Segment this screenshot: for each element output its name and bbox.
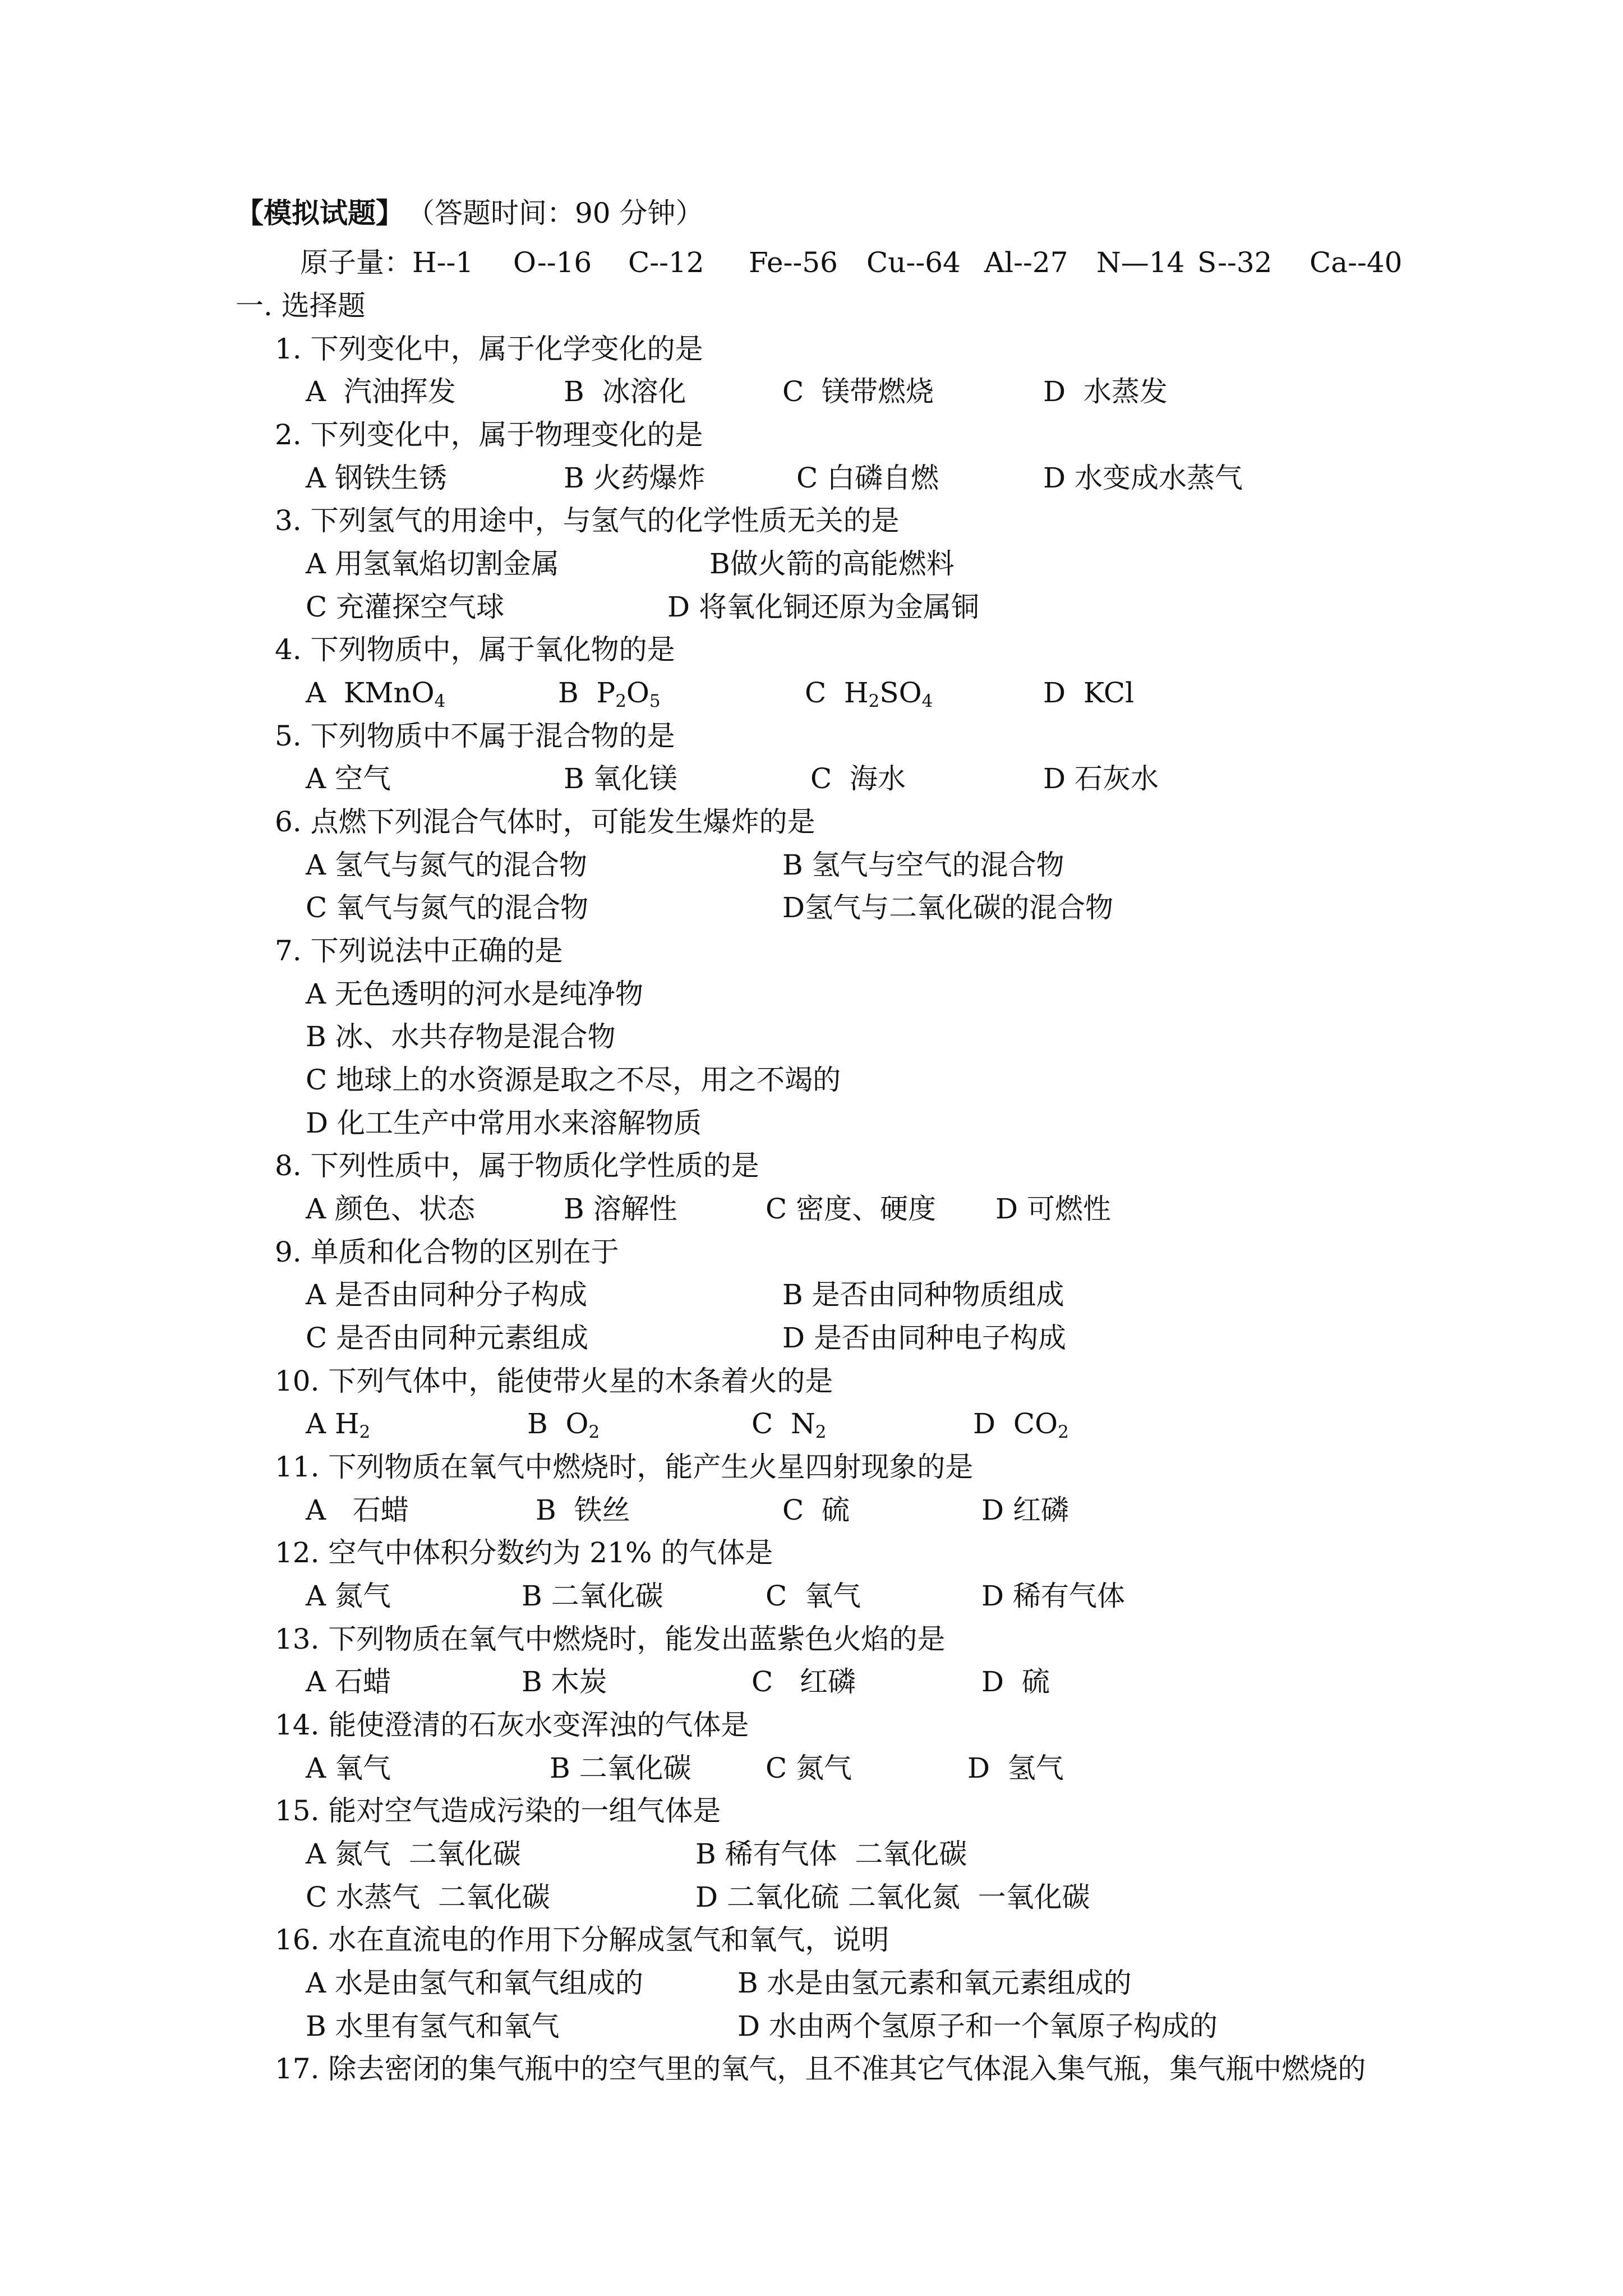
option-row [0, 977, 644, 1011]
option: B 木炭 [522, 1665, 607, 1698]
option: D 水变成水蒸气 [1043, 462, 1243, 494]
option: A $H_2$ [306, 1407, 371, 1442]
option: C 镁带燃烧 [782, 375, 934, 408]
option-row [0, 547, 955, 581]
option: B 二氧化碳 [522, 1580, 663, 1612]
question-stem [0, 1923, 889, 1957]
option: A 氧气 [306, 1752, 391, 1784]
option: C 白磷自燃 [796, 462, 939, 494]
option-row [0, 1665, 1050, 1699]
option: B 稀有气体 二氧化碳 [695, 1838, 967, 1870]
atomic-mass-label: 原子量： [300, 246, 412, 279]
option: D 氢气 [967, 1752, 1064, 1784]
atomic-mass-cu: Cu--64 [866, 246, 961, 279]
option: A 空气 [306, 762, 391, 795]
question-11-stem: 11. 下列物质在氧气中燃烧时，能产生火星四射现象的是 [275, 1451, 974, 1483]
option: B 氧化镁 [564, 762, 677, 795]
atomic-mass-o: O--16 [513, 246, 592, 279]
question-stem [0, 805, 815, 839]
option-row [0, 1407, 1069, 1442]
option: D KCl [1043, 677, 1135, 709]
option: C 红磷 [751, 1665, 856, 1698]
question-17-stem: 17. 除去密闭的集气瓶中的空气里的氧气，且不准其它气体混入集气瓶，集气瓶中燃烧的 [275, 2053, 1366, 2085]
option-row [0, 1751, 1064, 1785]
option: D 将氧化铜还原为金属铜 [667, 591, 979, 623]
question-2-stem: 2. 下列变化中，属于物理变化的是 [275, 418, 703, 451]
question-15-stem: 15. 能对空气造成污染的一组气体是 [275, 1795, 721, 1827]
atomic-mass-line [0, 246, 1403, 279]
option-row [0, 1966, 1132, 2000]
option: C 氮气 [766, 1752, 852, 1784]
option: D 石灰水 [1043, 762, 1159, 795]
option: C 充灌探空气球 [306, 591, 505, 623]
question-stem [0, 418, 703, 452]
option-row [0, 891, 1114, 924]
question-stem [0, 1364, 833, 1398]
option: B 水是由氢元素和氧元素组成的 [737, 1967, 1132, 1999]
option-row [0, 1880, 1090, 1914]
question-stem [0, 1450, 974, 1484]
question-stem [0, 934, 563, 968]
option: A 汽油挥发 [306, 375, 456, 408]
atomic-mass-c: C--12 [628, 246, 704, 279]
option: B 水里有氢气和氧气 [306, 2010, 560, 2042]
question-stem [0, 1622, 946, 1656]
option: D 化工生产中常用水来溶解物质 [306, 1107, 702, 1139]
option-row [0, 1278, 1064, 1312]
option: A 石蜡 [306, 1665, 391, 1698]
question-9-stem: 9. 单质和化合物的区别在于 [275, 1236, 619, 1268]
option: A 钢铁生锈 [306, 462, 448, 494]
option: B做火箭的高能燃料 [709, 547, 955, 580]
question-3-stem: 3. 下列氢气的用途中，与氢气的化学性质无关的是 [275, 504, 900, 537]
option: C 氧气与氮气的混合物 [306, 891, 589, 924]
question-6-stem: 6. 点燃下列混合气体时，可能发生爆炸的是 [275, 806, 815, 838]
question-stem [0, 1536, 773, 1570]
option-row [0, 375, 1168, 408]
question-stem [0, 633, 675, 666]
option: B 火药爆炸 [564, 462, 706, 494]
section-heading: 一. 选择题 [236, 289, 366, 322]
option: C 地球上的水资源是取之不尽，用之不竭的 [306, 1064, 841, 1096]
option: D 稀有气体 [981, 1580, 1125, 1612]
option: C 是否由同种元素组成 [306, 1322, 589, 1354]
option: B 冰、水共存物是混合物 [306, 1020, 616, 1053]
option: C $H_2SO_4$ [805, 677, 933, 711]
option: C $N_2$ [751, 1407, 827, 1442]
option: D 水由两个氢原子和一个氧原子构成的 [737, 2010, 1218, 2042]
option: D 可燃性 [995, 1193, 1111, 1225]
option: C 水蒸气 二氧化碳 [306, 1881, 550, 1913]
option: A 是否由同种分子构成 [306, 1278, 588, 1311]
question-13-stem: 13. 下列物质在氧气中燃烧时，能发出蓝紫色火焰的是 [275, 1623, 946, 1655]
option: B 铁丝 [536, 1494, 630, 1526]
option: D 是否由同种电子构成 [782, 1322, 1066, 1354]
option: B 冰溶化 [564, 375, 686, 408]
option: D 红磷 [981, 1494, 1069, 1526]
question-stem [0, 719, 675, 753]
option-row [0, 2009, 1218, 2043]
option-row [0, 1063, 841, 1097]
option: A 氢气与氮气的混合物 [306, 849, 588, 881]
option-row [0, 676, 1135, 711]
option: B 二氧化碳 [550, 1752, 691, 1784]
option: C 海水 [810, 762, 906, 795]
option-row [0, 1192, 1111, 1226]
option: A 氮气 [306, 1580, 391, 1612]
question-stem [0, 1149, 759, 1182]
question-12-stem: 12. 空气中体积分数约为 21% 的气体是 [275, 1536, 773, 1569]
atomic-mass-al: Al--27 [984, 246, 1068, 279]
question-stem [0, 504, 900, 537]
option-row [0, 1020, 616, 1053]
question-1-stem: 1. 下列变化中，属于化学变化的是 [275, 333, 703, 365]
option: A 用氢氧焰切割金属 [306, 547, 560, 580]
option: B $O_2$ [527, 1407, 600, 1442]
option: A KMnO$_4$ [306, 677, 446, 711]
option: A 石蜡 [306, 1494, 409, 1526]
option: D 二氧化硫 二氧化氮 一氧化碳 [695, 1881, 1090, 1913]
option-row [0, 1321, 1066, 1355]
option: C 氧气 [766, 1580, 861, 1612]
option: B 溶解性 [564, 1193, 677, 1225]
option: D 水蒸发 [1043, 375, 1168, 408]
option-row [0, 461, 1243, 495]
question-10-stem: 10. 下列气体中，能使带火星的木条着火的是 [275, 1365, 833, 1397]
option-row [0, 762, 1159, 795]
exam-time-note: （答题时间：90 分钟） [407, 197, 704, 229]
option: B 氢气与空气的混合物 [782, 849, 1064, 881]
atomic-mass-n: N—14 [1096, 246, 1185, 279]
option: D $CO_2$ [973, 1407, 1069, 1442]
option: A 水是由氢气和氧气组成的 [306, 1967, 644, 1999]
question-8-stem: 8. 下列性质中，属于物质化学性质的是 [275, 1149, 759, 1182]
option: D 硫 [981, 1665, 1050, 1698]
question-stem [0, 2052, 1366, 2086]
option-row [0, 590, 979, 624]
option-row [0, 1579, 1125, 1613]
atomic-mass-s: S--32 [1197, 246, 1272, 279]
question-stem [0, 1708, 749, 1742]
atomic-mass-ca: Ca--40 [1310, 246, 1403, 279]
section-heading-line [0, 289, 366, 323]
option-row [0, 1493, 1069, 1527]
option-row [0, 848, 1064, 882]
option-row [0, 1106, 702, 1140]
question-5-stem: 5. 下列物质中不属于混合物的是 [275, 720, 675, 752]
atomic-mass-h: H--1 [412, 246, 474, 279]
option: A 无色透明的河水是纯净物 [306, 978, 644, 1010]
option: B $P_2O_5$ [558, 677, 661, 711]
option: A 氮气 二氧化碳 [306, 1838, 521, 1870]
option: D氢气与二氧化碳的混合物 [782, 891, 1114, 924]
question-14-stem: 14. 能使澄清的石灰水变浑浊的气体是 [275, 1709, 749, 1741]
question-4-stem: 4. 下列物质中，属于氧化物的是 [275, 633, 675, 666]
option-row [0, 1837, 967, 1871]
question-stem [0, 332, 703, 366]
exam-title-line [0, 196, 704, 230]
question-stem [0, 1235, 619, 1269]
question-7-stem: 7. 下列说法中正确的是 [275, 935, 563, 967]
atomic-mass-fe: Fe--56 [749, 246, 838, 279]
option: B 是否由同种物质组成 [782, 1278, 1064, 1311]
option: C 硫 [782, 1494, 850, 1526]
option: A 颜色、状态 [306, 1193, 476, 1225]
option: C 密度、硬度 [766, 1193, 937, 1225]
question-16-stem: 16. 水在直流电的作用下分解成氢气和氧气，说明 [275, 1924, 889, 1956]
exam-title: 【模拟试题】 [236, 196, 404, 229]
question-stem [0, 1794, 721, 1828]
